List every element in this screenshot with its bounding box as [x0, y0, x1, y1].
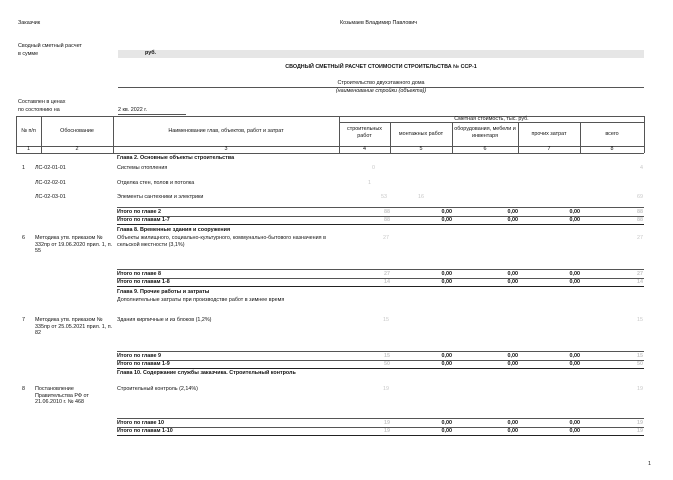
- total-equipment: 0,00: [507, 217, 518, 223]
- total-construction: 19: [384, 420, 390, 426]
- row-basis: Методика утв. приказом № 332пр от 19.06.2020 прил. 1, п. 55: [35, 235, 113, 255]
- row-number: 8: [22, 386, 25, 392]
- prices-date: 2 кв. 2022 г.: [118, 107, 148, 113]
- total-equipment: 0,00: [507, 353, 518, 359]
- row-construction: 53: [381, 194, 387, 200]
- row-name: Строительный контроль (2,14%): [117, 386, 198, 392]
- total-sum: 27: [637, 271, 643, 277]
- row-name: Отделка стен, полов и потолка: [117, 180, 195, 186]
- row-name: Здания кирпичные и из блоков (1,2%): [117, 317, 212, 323]
- total-label: Итого по главам 1-8: [117, 279, 170, 285]
- total-equipment: 0,00: [507, 209, 518, 215]
- row-construction: 27: [383, 235, 389, 241]
- chapter-title: Глава 8. Временные здания и сооружения: [117, 227, 231, 233]
- total-other: 0,00: [569, 353, 580, 359]
- row-construction: 1: [368, 180, 371, 186]
- total-sum: 14: [637, 279, 643, 285]
- row-basis: ЛС-02-02-01: [35, 180, 66, 186]
- total-construction: 19: [384, 428, 390, 434]
- total-other: 0,00: [569, 209, 580, 215]
- total-sum: 19: [637, 420, 643, 426]
- row-construction: 15: [383, 317, 389, 323]
- customer-name: Козьмаев Владимир Павлович: [340, 20, 418, 26]
- col-number: 1: [27, 146, 30, 152]
- row-basis: Постановление Правительства РФ от 21.06.2010 г. № 468: [35, 386, 89, 406]
- col-number: 5: [419, 146, 423, 152]
- sum-label-line1: Сводный сметный расчет: [18, 43, 82, 49]
- total-sum: 88: [637, 209, 643, 215]
- total-label: Итого по главе 9: [117, 353, 162, 359]
- total-construction: 88: [384, 209, 390, 215]
- total-equipment: 0,00: [507, 271, 518, 277]
- chapter-title: Глава 10. Содержание службы заказчика. Строительный контроль: [117, 370, 296, 376]
- row-total: 19: [637, 386, 643, 392]
- chapter-title: Глава 9. Прочие работы и затраты: [117, 289, 210, 295]
- col-number: 3: [224, 146, 228, 152]
- total-label: Итого по главам 1-7: [117, 217, 170, 223]
- total-other: 0,00: [569, 428, 580, 434]
- total-equipment: 0,00: [507, 279, 518, 285]
- total-installation: 0,00: [441, 271, 452, 277]
- total-installation: 0,00: [441, 279, 452, 285]
- cost-group-header: Сметная стоимость, тыс. руб.: [454, 116, 529, 122]
- col-header-num: № п/п: [21, 128, 36, 134]
- total-sum: 15: [637, 353, 643, 359]
- total-other: 0,00: [569, 279, 580, 285]
- row-total: 27: [637, 235, 643, 241]
- row-basis: ЛС-02-03-01: [35, 194, 66, 200]
- col-number: 2: [75, 146, 79, 152]
- total-other: 0,00: [569, 420, 580, 426]
- total-sum: 19: [637, 428, 643, 434]
- sum-field: [118, 50, 644, 58]
- row-number: 6: [22, 235, 25, 241]
- total-installation: 0,00: [441, 361, 452, 367]
- document-title: СВОДНЫЙ СМЕТНЫЙ РАСЧЕТ СТОИМОСТИ СТРОИТЕЛЬСТВА № ССР-1: [285, 64, 477, 70]
- sum-label-line2: в сумме: [18, 51, 39, 57]
- page-number: 1: [648, 461, 651, 467]
- col-header-other: прочих затрат: [531, 131, 567, 137]
- row-total: 15: [637, 317, 643, 323]
- col-number: 7: [547, 146, 551, 152]
- object-caption: (наименование стройки (объекта)): [335, 88, 427, 94]
- total-equipment: 0,00: [507, 428, 518, 434]
- col-number: 8: [610, 146, 614, 152]
- row-number: 1: [22, 165, 25, 171]
- prices-date-underline: [118, 114, 186, 115]
- total-label: Итого по главе 8: [117, 271, 162, 277]
- chapter-title: Глава 2. Основные объекты строительства: [117, 155, 235, 161]
- row-number: 7: [22, 317, 25, 323]
- total-other: 0,00: [569, 271, 580, 277]
- col-header-total: всего: [605, 131, 619, 137]
- total-installation: 0,00: [441, 209, 452, 215]
- col-number: 4: [363, 146, 366, 152]
- total-label: Итого по главам 1-10: [117, 428, 173, 434]
- col-number: 6: [483, 146, 487, 152]
- col-header-name: Наименование глав, объектов, работ и затрат: [168, 128, 284, 134]
- sum-currency: руб.: [145, 50, 157, 56]
- row-name: Системы отопления: [117, 165, 168, 171]
- total-installation: 0,00: [441, 428, 452, 434]
- row-construction: 0: [372, 165, 375, 171]
- total-label: Итого по главе 10: [117, 420, 165, 426]
- total-construction: 14: [384, 279, 390, 285]
- customer-label: Заказчик: [18, 20, 41, 26]
- total-installation: 0,00: [441, 420, 452, 426]
- row-basis: ЛС-02-01-01: [35, 165, 66, 171]
- total-label: Итого по главе 2: [117, 209, 162, 215]
- total-equipment: 0,00: [507, 361, 518, 367]
- total-sum: 88: [637, 217, 643, 223]
- prices-label-line2: по состоянию на: [18, 107, 60, 113]
- total-construction: 27: [384, 271, 390, 277]
- total-equipment: 0,00: [507, 420, 518, 426]
- row-name: Объекты жилищного, социально-культурного, коммунально-бытового назначения в сельской местности (3,1%): [117, 235, 326, 248]
- total-sum: 50: [637, 361, 643, 367]
- row-installation: 16: [418, 194, 424, 200]
- total-label: Итого по главам 1-9: [117, 361, 170, 367]
- chapter-subtitle: Дополнительные затраты при производстве работ в зимнее время: [117, 297, 285, 303]
- total-other: 0,00: [569, 217, 580, 223]
- col-header-installation: монтажных работ: [398, 131, 444, 137]
- prices-label-line1: Составлен в ценах: [18, 99, 66, 105]
- total-other: 0,00: [569, 361, 580, 367]
- total-installation: 0,00: [441, 353, 452, 359]
- total-construction: 50: [384, 361, 390, 367]
- row-total: 69: [637, 194, 643, 200]
- row-construction: 19: [383, 386, 389, 392]
- col-header-construction: строительных работ: [347, 126, 382, 139]
- object-name: Строительство двухэтажного дома: [337, 80, 425, 86]
- row-total: 4: [640, 165, 643, 171]
- row-name: Элементы сантехники и электрики: [117, 194, 204, 200]
- col-header-basis: Обоснование: [60, 128, 94, 134]
- row-basis: Методика утв. приказом № 335пр от 25.05.2021 прил. 1, п. 82: [35, 317, 113, 337]
- total-installation: 0,00: [441, 217, 452, 223]
- total-construction: 88: [384, 217, 390, 223]
- total-construction: 15: [384, 353, 390, 359]
- col-header-equipment: оборудования, мебели и инвентаря: [454, 126, 516, 139]
